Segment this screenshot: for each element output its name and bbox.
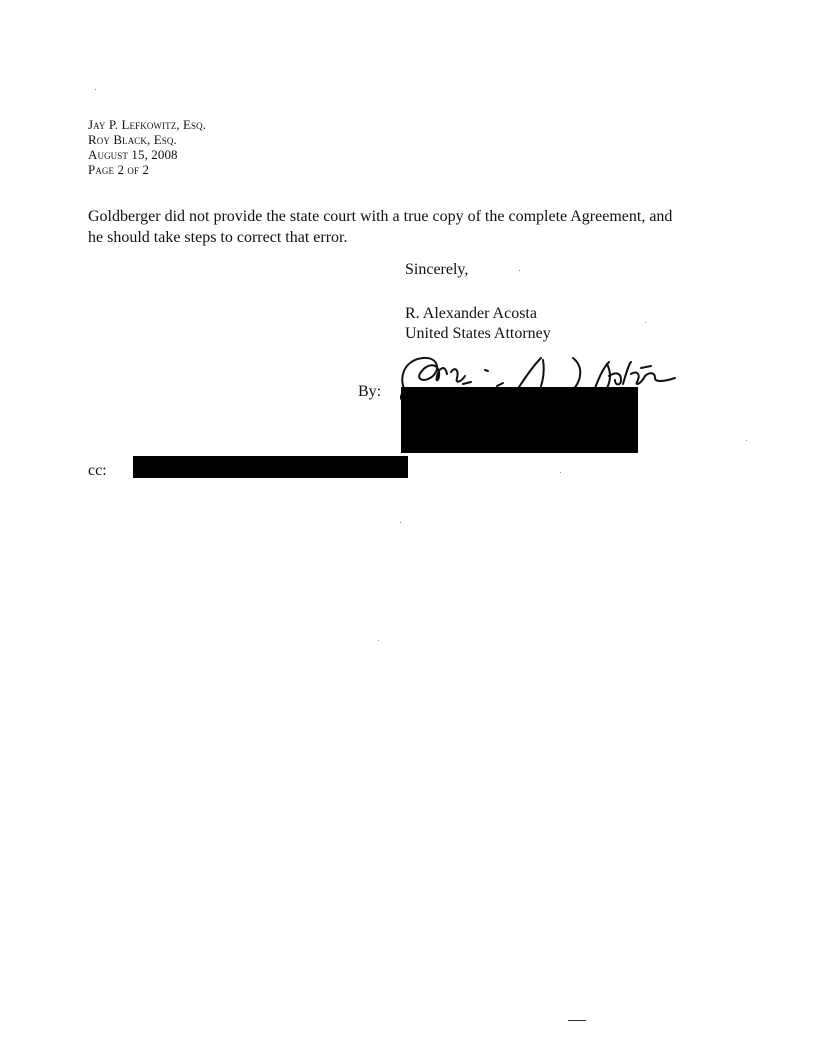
scan-speck — [378, 640, 379, 641]
redacted-signature-block — [401, 387, 638, 453]
recipient-line-1: Jay P. Lefkowitz, Esq. — [88, 117, 207, 132]
letter-header — [88, 117, 206, 177]
redacted-cc-recipient — [133, 456, 408, 478]
letter-date: August 15, 2008 — [88, 147, 178, 162]
scan-speck — [645, 322, 646, 323]
scan-speck — [95, 89, 96, 90]
letter-body — [88, 206, 708, 248]
sender-block — [405, 304, 551, 344]
body-line-2: he should take steps to correct that error. — [88, 229, 348, 246]
scan-speck — [560, 472, 561, 473]
scan-speck — [746, 440, 747, 441]
scan-speck — [400, 522, 401, 523]
sender-name: R. Alexander Acosta — [405, 305, 537, 322]
page-number: Page 2 of 2 — [88, 162, 150, 177]
recipient-line-2: Roy Black, Esq. — [88, 132, 177, 147]
closing-salutation: Sincerely, — [405, 261, 469, 278]
sender-title: United States Attorney — [405, 325, 551, 342]
scan-speck — [519, 270, 520, 271]
by-label: By: — [358, 383, 382, 400]
body-line-1: Goldberger did not provide the state court with a true copy of the complete Agreement, and — [88, 208, 673, 225]
scan-mark — [568, 1020, 586, 1021]
cc-label: cc: — [88, 462, 107, 479]
